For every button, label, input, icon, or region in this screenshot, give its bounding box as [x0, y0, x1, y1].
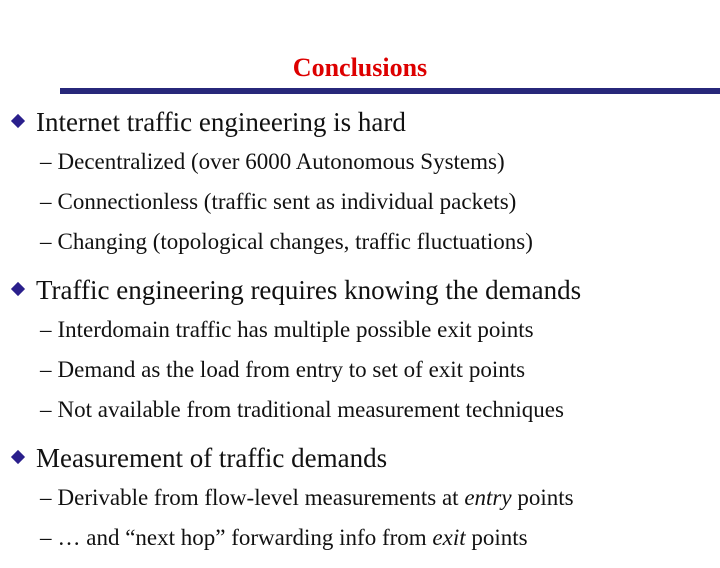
sub-item — [40, 518, 720, 558]
sub-item — [40, 222, 720, 262]
sub-item — [40, 390, 720, 430]
bullet-traffic-engineering-hard — [10, 104, 720, 140]
emphasis-text: exit — [432, 525, 466, 550]
sub-list — [40, 478, 720, 558]
sub-item — [40, 350, 720, 390]
dash-marker: – — [40, 229, 52, 254]
bullet-text: Internet traffic engineering is hard — [36, 107, 406, 137]
diamond-bullet-icon — [10, 281, 26, 297]
dash-marker: – — [40, 189, 52, 214]
sub-item — [40, 310, 720, 350]
slide-content — [0, 104, 720, 568]
sub-list — [40, 310, 720, 430]
dash-marker: – — [40, 525, 52, 550]
sub-item-text: points — [511, 485, 574, 510]
bullet-text: Measurement of traffic demands — [36, 443, 388, 473]
bullet-knowing-demands — [10, 272, 720, 308]
sub-item-text: Interdomain traffic has multiple possible exit points — [57, 317, 534, 342]
bullet-measurement-demands — [10, 440, 720, 476]
emphasis-text: entry — [464, 485, 512, 510]
dash-marker: – — [40, 357, 52, 382]
sub-item — [40, 478, 720, 518]
sub-list — [40, 142, 720, 262]
sub-item-text: Derivable from flow-level measurements at — [57, 485, 465, 510]
sub-item — [40, 142, 720, 182]
dash-marker: – — [40, 397, 52, 422]
sub-item-text: Decentralized (over 6000 Autonomous Systems) — [57, 149, 505, 174]
slide-title: Conclusions — [292, 53, 428, 82]
sub-item-text: Changing (topological changes, traffic fluctuations) — [57, 229, 533, 254]
dash-marker: – — [40, 149, 52, 174]
diamond-bullet-icon — [10, 449, 26, 465]
diamond-bullet-icon — [10, 113, 26, 129]
bullet-text: Traffic engineering requires knowing the demands — [36, 275, 582, 305]
sub-item-text: points — [465, 525, 528, 550]
title-divider — [60, 88, 720, 94]
dash-marker: – — [40, 317, 52, 342]
sub-item-text: Demand as the load from entry to set of exit points — [57, 357, 526, 382]
dash-marker: – — [40, 485, 52, 510]
sub-item-text: Connectionless (traffic sent as individual packets) — [57, 189, 517, 214]
sub-item-text: … and “next hop” forwarding info from — [57, 525, 433, 550]
sub-item — [40, 182, 720, 222]
sub-item-text: Not available from traditional measurement techniques — [57, 397, 564, 422]
